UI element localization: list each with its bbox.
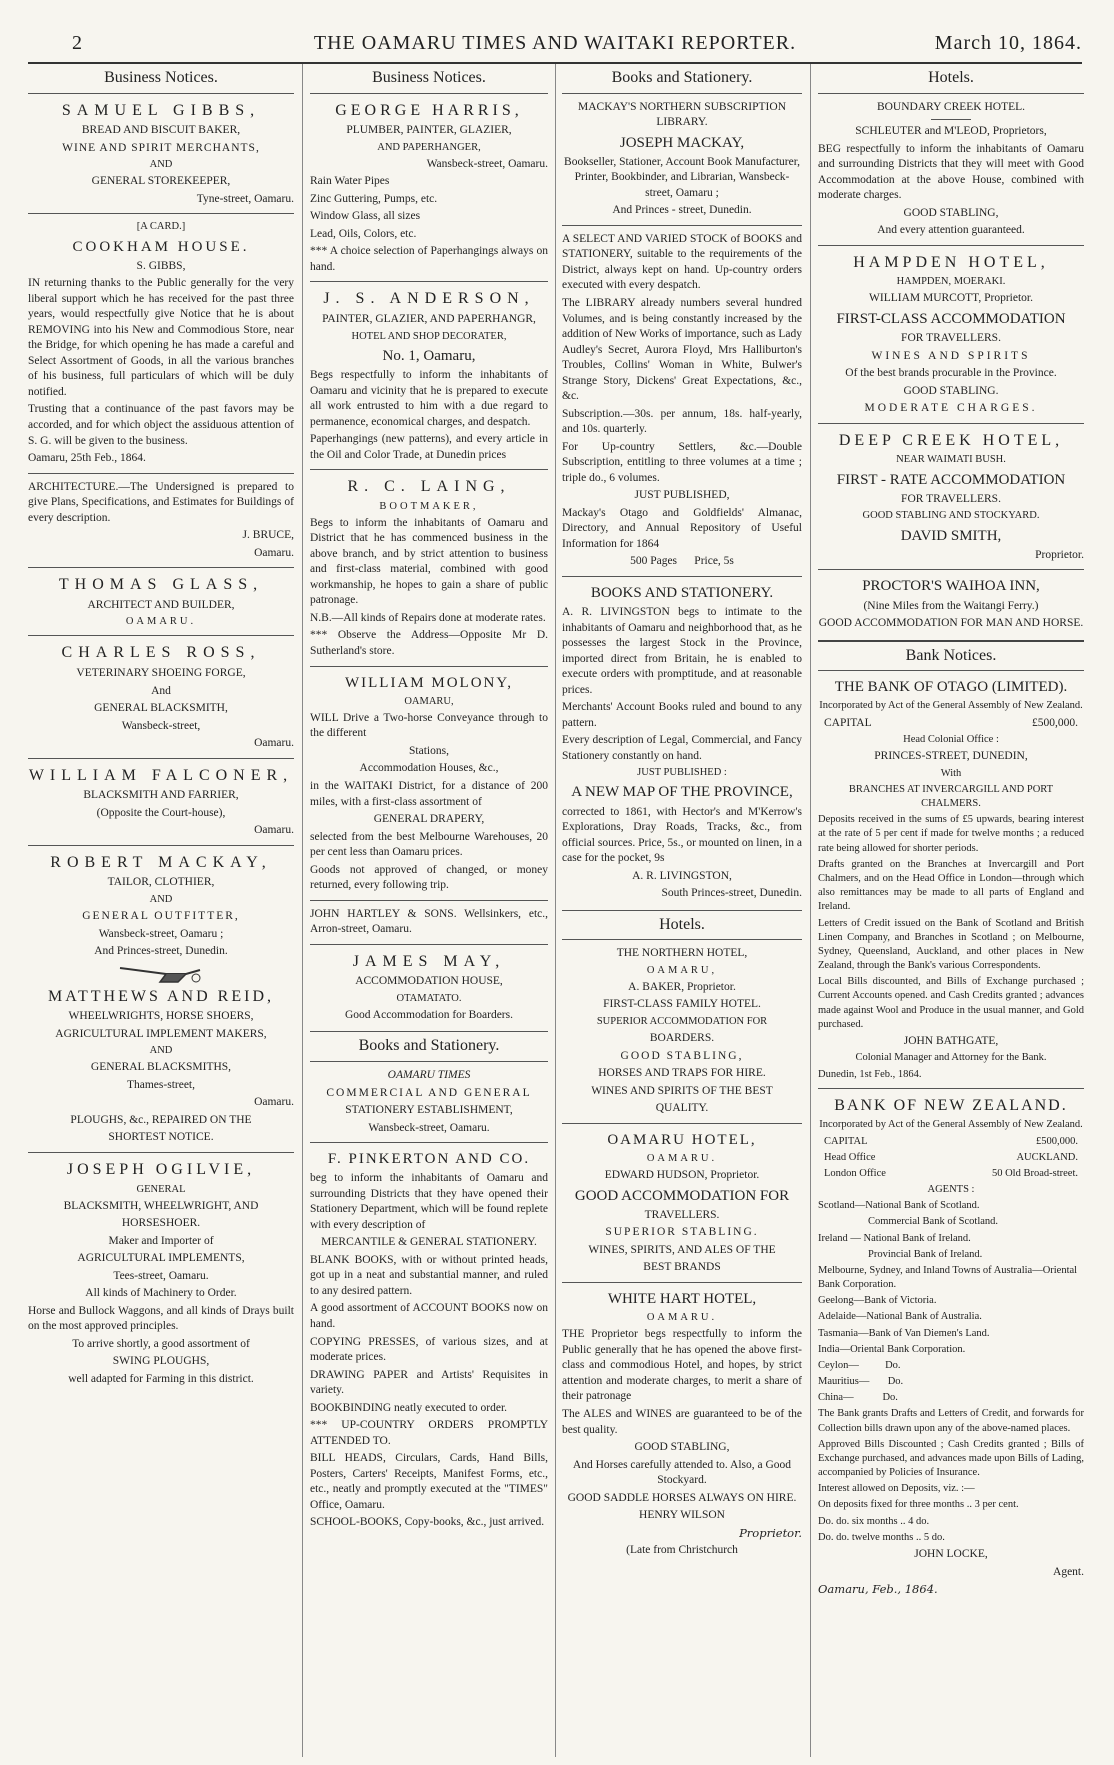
advert-line: [A CARD.] xyxy=(136,221,186,233)
advert-body: in the WAITAKI District, for a distance of 200 miles, with a first-class assortment of xyxy=(310,780,548,808)
advert-line: Proprietor. xyxy=(1035,548,1084,561)
agent-line: India—Oriental Bank Corporation. xyxy=(818,1343,966,1355)
divider xyxy=(28,845,294,846)
advert-line: ACCOMMODATION HOUSE, xyxy=(355,975,503,988)
section-heading: Books and Stationery. xyxy=(310,1031,548,1062)
advert-line: VETERINARY SHOEING FORGE, xyxy=(76,667,246,679)
advert-line: Window Glass, all sizes xyxy=(310,210,421,223)
divider xyxy=(310,1142,548,1143)
advert-line: And every attention guaranteed. xyxy=(877,224,1025,237)
advert-body: Every description of Legal, Commercial, and Fancy Stationery constantly on hand. xyxy=(562,734,802,762)
advert-body: A SELECT AND VARIED STOCK of BOOKS and STATIONERY, suitable to the requirements of the District, always kept on hand. Up-country orders executed with every despatch. xyxy=(562,232,802,292)
advert-name: BOOKS AND STATIONERY. xyxy=(590,584,774,601)
divider xyxy=(310,469,548,470)
agent-line: Melbourne, Sydney, and Inland Towns of Australia—Oriental Bank Corporation. xyxy=(818,1264,1078,1291)
advert-line: FOR TRAVELLERS. xyxy=(901,332,1001,345)
advert-address: Oamaru. xyxy=(254,1096,294,1109)
advert-line: AGRICULTURAL IMPLEMENTS, xyxy=(77,1252,245,1265)
advert-name: JOSEPH MACKAY, xyxy=(619,134,745,151)
advert-line: WHEELWRIGHTS, HORSE SHOERS, xyxy=(68,1010,254,1023)
advert-line: HORSESHOER. xyxy=(121,1217,201,1230)
advert-line: £500,000. xyxy=(1036,1135,1078,1147)
advert-name: WILLIAM FALCONER, xyxy=(28,766,294,784)
advert-line: BRANCHES AT INVERCARGILL AND PORT CHALMERS. xyxy=(848,783,1054,810)
advert-body: *** Observe the Address—Opposite Mr D. Sutherland's store. xyxy=(310,629,548,657)
advert-line: OAMARU TIMES xyxy=(387,1069,471,1082)
column-rule xyxy=(302,64,303,1757)
section-heading: Books and Stationery. xyxy=(562,64,802,94)
advert-line: AUCKLAND. xyxy=(1016,1151,1078,1163)
advert-line: All kinds of Machinery to Order. xyxy=(85,1287,237,1300)
advert-line: Do. do. twelve months .. 5 do. xyxy=(818,1531,945,1543)
advert-line: (Late from Christchurch xyxy=(626,1544,738,1557)
advert-body: Drafts granted on the Branches at Invercargill and Port Chalmers, and on the Head Office in London—through which also remittances may be made to all parts of England and Ireland. xyxy=(818,858,1084,913)
section-heading: Bank Notices. xyxy=(818,640,1084,672)
advert-line: JUST PUBLISHED, xyxy=(634,489,730,502)
advert-line: And Horses carefully attended to. Also, a Good Stockyard. xyxy=(572,1458,792,1487)
advert-line: On deposits fixed for three months .. 3 per cent. xyxy=(818,1499,1019,1511)
advert-line: Lead, Oils, Colors, etc. xyxy=(310,227,417,240)
advert-line: GENERAL xyxy=(136,1183,186,1195)
advert-body: A. R. LIVINGSTON begs to intimate to the inhabitants of Oamaru and neighborhood that, as he possesses the largest Stock in the Province, imported direct from Britain, he is enabled to execute orders with promptitude, and at reasonable prices. xyxy=(562,606,802,696)
advert-name: DEEP CREEK HOTEL, xyxy=(838,431,1064,449)
advert-line: BOOTMAKER, xyxy=(379,500,479,512)
divider xyxy=(28,213,294,214)
advert-address: Oamaru. xyxy=(254,737,294,750)
column-1 xyxy=(28,64,294,1755)
advert-line: OAMARU, xyxy=(646,964,718,976)
advert-line: NEAR WAIMATI BUSH. xyxy=(896,454,1006,466)
advert-line: PAINTER, GLAZIER, AND PAPERHANGR, xyxy=(322,313,536,326)
column-rule xyxy=(810,64,811,1757)
advert-line: And Princes-street, Dunedin. xyxy=(94,945,228,958)
advert-body: BLANK BOOKS, with or without printed heads, got up in a neat and substantial manner, and ruled to any desired pattern. xyxy=(310,1253,548,1297)
advert-address: Oamaru. xyxy=(254,824,294,837)
advert-name: MATTHEWS AND REID, xyxy=(48,987,274,1005)
column-4 xyxy=(818,64,1084,1755)
advert-line: MERCANTILE & GENERAL STATIONERY. xyxy=(321,1236,537,1249)
advert-line: Zinc Guttering, Pumps, etc. xyxy=(310,192,438,205)
advert-line: AGRICULTURAL IMPLEMENT MAKERS, xyxy=(55,1027,267,1040)
advert-line: BREAD AND BISCUIT BAKER, xyxy=(81,124,241,137)
advert-line: A NEW MAP OF THE PROVINCE, xyxy=(571,784,793,801)
advert-line: Thames-street, xyxy=(126,1078,195,1091)
advert-body: The LIBRARY already numbers several hundred Volumes, and is being constantly increased by the addition of New Works of importance, such as Lady Audley's Secret, Aurora Floyd, Mrs Halliburton's Troubles, Collins' Woman in White, Bulwer's Strange Story, Dickens' Great Expectations, &c., &c. xyxy=(562,297,802,403)
column-3 xyxy=(562,64,802,1755)
advert-name: THE BANK OF OTAGO (LIMITED). xyxy=(834,679,1068,696)
advert-body: SCHOOL-BOOKS, Copy-books, &c., just arrived. xyxy=(310,1516,545,1529)
advert-address: Tyne-street, Oamaru. xyxy=(196,192,294,205)
advert-line: And xyxy=(151,684,171,697)
agent-line: Ireland — National Bank of Ireland. xyxy=(818,1232,971,1244)
advert-line: (Nine Miles from the Waitangi Ferry.) xyxy=(863,599,1039,612)
agent-line: Geelong—Bank of Victoria. xyxy=(818,1295,937,1307)
agent-line: Tasmania—Bank of Van Diemen's Land. xyxy=(818,1327,990,1339)
advert-address: South Princes-street, Dunedin. xyxy=(661,887,802,900)
advert-line: GOOD STABLING, xyxy=(620,1049,744,1062)
advert-name: PROCTOR'S WAIHOA INN, xyxy=(862,578,1040,595)
advert-line: GOOD STABLING, xyxy=(903,206,999,219)
advert-line: OAMARU. xyxy=(646,1312,718,1324)
advert-body: The Bank grants Drafts and Letters of Credit, and forwards for Collection bills drawn upon any of the above-named places. xyxy=(818,1408,1084,1434)
advert-body: Letters of Credit issued on the Bank of Scotland and British Linen Company, and Branches in Scotland ; on Melbourne, Sydney, Queensland, Auckland, and other places in New Zealand, through the Bank's various Correspondents. xyxy=(818,917,1084,972)
advert-signature: JOHN BATHGATE, xyxy=(903,1034,999,1047)
advert-name: BANK OF NEW ZEALAND. xyxy=(834,1096,1068,1114)
advert-line: No. 1, Oamaru, xyxy=(382,347,476,364)
advert-body: beg to inform the inhabitants of Oamaru and surrounding Districts that they have opened their Stationery Department, which will be found replete with every description of xyxy=(310,1172,548,1231)
advert-line: AND PAPERHANGER, xyxy=(377,141,481,153)
divider xyxy=(818,423,1084,424)
advert-body: *** UP-COUNTRY ORDERS PROMPTLY ATTENDED TO. xyxy=(310,1419,548,1447)
advert-line: BLACKSMITH AND FARRIER, xyxy=(83,789,239,802)
page-number: 2 xyxy=(72,32,82,54)
advert-line: Do. do. six months .. 4 do. xyxy=(818,1515,930,1527)
advert-line: ARCHITECT AND BUILDER, xyxy=(87,598,235,611)
section-heading: Business Notices. xyxy=(310,64,548,94)
divider xyxy=(28,758,294,759)
advert-line: EDWARD HUDSON, Proprietor. xyxy=(604,1169,760,1182)
divider xyxy=(562,1123,802,1124)
agent-line: Adelaide—National Bank of Australia. xyxy=(818,1311,982,1323)
advert-line: OAMARU, xyxy=(404,695,454,707)
advert-body: IN returning thanks to the Public generally for the very liberal support which he has received for the past three years, would respectfully give Notice that he is about REMOVING into his New and Commodious Store, near the Bridge, for which opening he has made a careful and Select Assortment of Goods, in all the various branches of his business, full particulars of which will be duly notified. xyxy=(28,277,294,398)
advert-name: GEORGE HARRIS, xyxy=(335,101,523,119)
advert-line: Tees-street, Oamaru. xyxy=(113,1269,209,1282)
advert-line: Head Colonial Office : xyxy=(903,734,999,746)
advert-line: £500,000. xyxy=(1032,716,1078,729)
advert-line: Of the best brands procurable in the Province. xyxy=(845,367,1057,380)
advert-line: QUALITY. xyxy=(655,1102,709,1115)
advert-name: JOSEPH OGILVIE, xyxy=(66,1160,256,1178)
divider xyxy=(818,569,1084,570)
advert-body: Goods not approved of changed, or money returned, every following trip. xyxy=(310,863,548,892)
advert-body: N.B.—All kinds of Repairs done at moderate rates. xyxy=(310,611,546,624)
advert-line: Wansbeck-street, xyxy=(121,719,201,732)
advert-line: TAILOR, CLOTHIER, xyxy=(107,876,215,889)
advert-line: FIRST-CLASS ACCOMMODATION xyxy=(836,311,1066,327)
advert-body: Local Bills discounted, and Bills of Exchange purchased ; Current Accounts opened. and Cash Credits granted ; advances made against Wool and Produce in the usual manner, and Gold purchased. xyxy=(818,976,1084,1030)
advert-body: THE Proprietor begs respectfully to inform the Public generally that he has opened the above first-class and commodious Hotel, and hopes, by strict attention and moderate charges, to merit a share of their patronage xyxy=(562,1328,802,1403)
advert-line: WINES AND SPIRITS xyxy=(871,349,1031,362)
advert-line: (Opposite the Court-house), xyxy=(96,806,226,819)
divider xyxy=(818,1088,1084,1089)
advert-line: GENERAL BLACKSMITHS, xyxy=(90,1061,232,1074)
advert-body: Begs respectfully to inform the inhabitants of Oamaru and vicinity that he is prepared to execute all work entrusted to him with a due regard to permanence, economical charges, and despatch. xyxy=(310,369,548,428)
advert-line: SCHLEUTER and M'LEOD, Proprietors, xyxy=(855,125,1047,138)
advert-line: DAVID SMITH, xyxy=(900,527,1002,544)
advert-line: HOTEL AND SHOP DECORATER, xyxy=(351,330,507,342)
advert-line: GOOD STABLING AND STOCKYARD. xyxy=(862,510,1040,522)
advert-body: Paperhangings (new patterns), and every article in the Oil and Color Trade, at Dunedin prices xyxy=(310,433,548,461)
advert-line: Accommodation Houses, &c., xyxy=(359,762,499,775)
advert-line: GOOD STABLING, xyxy=(634,1441,730,1454)
advert-line: To arrive shortly, a good assortment of xyxy=(72,1337,250,1350)
advert-line: HORSES AND TRAPS FOR HIRE. xyxy=(598,1067,766,1080)
section-heading: Hotels. xyxy=(562,910,802,941)
advert-line: Good Accommodation for Boarders. xyxy=(345,1008,513,1021)
advert-line: AND xyxy=(149,893,173,905)
newspaper-title: THE OAMARU TIMES AND WAITAKI REPORTER. xyxy=(313,32,797,54)
advert-line: SUPERIOR ACCOMMODATION FOR xyxy=(596,1016,768,1027)
advert-line: AGENTS : xyxy=(927,1184,975,1196)
divider xyxy=(28,1152,294,1153)
advert-body: Deposits received in the sums of £5 upwards, bearing interest at the rate of 5 per cent if made for twelve months ; a reduced rate being allowed for shorter periods. xyxy=(818,814,1084,854)
advert-line: Stations, xyxy=(409,744,449,757)
advert-line: FOR TRAVELLERS. xyxy=(901,492,1001,505)
advert-body: Subscription.—30s. per annum, 18s. half-yearly, and 10s. quarterly. xyxy=(562,407,802,436)
masthead xyxy=(28,28,1082,64)
advert-line: GOOD ACCOMMODATION FOR MAN AND HORSE. xyxy=(818,617,1084,630)
advert-line: AND xyxy=(149,159,173,171)
advert-body: BOOKBINDING neatly executed to order. xyxy=(310,1401,508,1414)
advert-body: DRAWING PAPER and Artists' Requisites in variety. xyxy=(310,1368,548,1397)
section-heading: Business Notices. xyxy=(28,64,294,94)
advert-line: JUST PUBLISHED : xyxy=(637,767,727,779)
advert-line: CAPITAL xyxy=(824,1135,868,1147)
advert-address: Oamaru. xyxy=(254,546,294,559)
advert-line: 500 Pages xyxy=(630,555,678,568)
issue-date: March 10, 1864. xyxy=(934,32,1082,54)
advert-body: selected from the best Melbourne Warehouses, 20 per cent less than Oamaru prices. xyxy=(310,830,548,859)
advert-line: SUPERIOR STABLING. xyxy=(605,1226,759,1239)
advert-body: BEG respectfully to inform the inhabitants of Oamaru and surrounding Districts that they will meet with Good Accommodation at the above House, combined with moderate charges. xyxy=(818,142,1084,202)
advert-line: Rain Water Pipes xyxy=(310,175,390,188)
advert-line: MACKAY'S NORTHERN SUBSCRIPTION LIBRARY. xyxy=(578,100,786,129)
advert-line: S. GIBBS, xyxy=(136,259,186,272)
agent-line: Scotland—National Bank of Scotland. xyxy=(818,1200,980,1212)
advert-line: Wansbeck-street, Oamaru. xyxy=(368,1121,490,1134)
advert-name: SAMUEL GIBBS, xyxy=(61,101,261,119)
advert-name: J. S. ANDERSON, xyxy=(323,290,535,308)
advert-line: OTAMATATO. xyxy=(396,992,462,1004)
agent-line: China— Do. xyxy=(818,1392,898,1404)
advert-line: PLOUGHS, &c., REPAIRED ON THE xyxy=(70,1113,252,1126)
advert-line: SWING PLOUGHS, xyxy=(112,1355,210,1368)
advert-line: STATIONERY ESTABLISHMENT, xyxy=(345,1104,513,1117)
advert-name: CHARLES ROSS, xyxy=(61,644,261,662)
advert-line: Maker and Importer of xyxy=(108,1234,214,1247)
advert-line: OAMARU. xyxy=(125,616,197,628)
advert-line: GOOD STABLING. xyxy=(903,384,999,397)
advert-name: R. C. LAING, xyxy=(347,478,511,496)
advert-name: HAMPDEN HOTEL, xyxy=(853,253,1049,271)
divider xyxy=(310,666,548,667)
advert-line: London Office xyxy=(824,1167,886,1179)
advert-line: WINES AND SPIRITS OF THE BEST xyxy=(591,1084,773,1097)
advert-line: A. BAKER, Proprietor. xyxy=(628,980,736,993)
divider xyxy=(562,1282,802,1283)
column-2 xyxy=(310,64,548,1755)
advert-name: THOMAS GLASS, xyxy=(58,576,264,594)
advert-name: BOUNDARY CREEK HOTEL. xyxy=(876,100,1026,113)
advert-line: GENERAL STOREKEEPER, xyxy=(91,175,231,188)
advert-line: Price, 5s xyxy=(694,555,734,568)
advert-body: Mackay's Otago and Goldfields' Almanac, Directory, and Annual Repository of Useful Information for 1864 xyxy=(562,506,802,550)
advert-name: F. PINKERTON AND CO. xyxy=(327,1151,531,1168)
advert-name: COOKHAM HOUSE. xyxy=(72,238,250,255)
advert-line: TRAVELLERS. xyxy=(644,1208,720,1221)
section-heading: Hotels. xyxy=(818,64,1084,94)
advert-line: GENERAL DRAPERY, xyxy=(373,813,485,826)
advert-name: THE NORTHERN HOTEL, xyxy=(616,947,748,960)
advert-date: Oamaru, Feb., 1864. xyxy=(818,1582,938,1597)
advert-line: BEST BRANDS xyxy=(643,1261,721,1274)
advert-line: GENERAL OUTFITTER, xyxy=(82,910,240,922)
advert-body: For Up-country Settlers, &c.—Double Subscription, entitling to three volumes at a time ; triple do., 6 volumes. xyxy=(562,440,802,484)
advert-name: WILLIAM MOLONY, xyxy=(344,674,514,691)
advert-line: Interest allowed on Deposits, viz. :— xyxy=(818,1483,975,1495)
advert-line: FIRST - RATE ACCOMMODATION xyxy=(836,471,1066,488)
advert-signature: HENRY WILSON xyxy=(639,1509,725,1522)
advert-line: WINE AND SPIRIT MERCHANTS, xyxy=(62,141,260,154)
handwritten-annotation: Proprietor. xyxy=(739,1525,802,1540)
divider xyxy=(310,281,548,282)
advert-line: GOOD SADDLE HORSES ALWAYS ON HIRE. xyxy=(567,1491,797,1504)
divider xyxy=(562,225,802,226)
advert-body: COPYING PRESSES, of various sizes, and at moderate prices. xyxy=(310,1335,548,1364)
advert-line: GOOD ACCOMMODATION FOR xyxy=(574,1187,790,1204)
divider xyxy=(28,635,294,636)
divider xyxy=(562,576,802,577)
advert-body: ARCHITECTURE.—The Undersigned is prepared to give Plans, Specifications, and Estimates for Buildings of every description. xyxy=(28,480,294,524)
advert-line: With xyxy=(940,767,962,779)
divider xyxy=(28,473,294,474)
divider xyxy=(28,567,294,568)
agent-line: Mauritius— Do. xyxy=(818,1376,904,1388)
advert-body: Horse and Bullock Waggons, and all kinds of Drays built on the most approved principles. xyxy=(28,1304,294,1333)
advert-line: Head Office xyxy=(824,1151,876,1163)
advert-line: PRINCES-STREET, DUNEDIN, xyxy=(874,750,1028,763)
divider xyxy=(310,944,548,945)
advert-body: Begs to inform the inhabitants of Oamaru and District that he has commenced business in the above branch, and by strict attention to business and first-class material, combined with good workmanship, he hopes to gain a share of public patronage. xyxy=(310,516,548,607)
advert-line: Bookseller, Stationer, Account Book Manufacturer, Printer, Bookbinder, and Librarian, Wansbeck-street, Oamaru ; xyxy=(564,155,800,199)
advert-date: Dunedin, 1st Feb., 1864. xyxy=(818,1068,922,1080)
advert-body: BILL HEADS, Circulars, Cards, Hand Bills, Posters, Carters' Receipts, Manifest Forms, etc., etc., neatly and promptly executed at the "TIMES" Office, Oamaru. xyxy=(310,1452,548,1511)
advert-line: Incorporated by Act of the General Assembly of New Zealand. xyxy=(819,700,1083,712)
advert-name: OAMARU HOTEL, xyxy=(607,1131,757,1148)
advert-line: BOARDERS. xyxy=(649,1032,715,1045)
agent-line: Provincial Bank of Ireland. xyxy=(868,1248,983,1260)
advert-line: FIRST-CLASS FAMILY HOTEL. xyxy=(603,998,761,1011)
advert-body: corrected to 1861, with Hector's and M'Kerrow's Explorations, Dray Roads, Tracks, &c., from official sources. Price, 5s., or mounted on linen, in a case for the pocket, 9s xyxy=(562,805,802,865)
plough-illustration xyxy=(116,962,206,984)
advert-line: SHORTEST NOTICE. xyxy=(108,1131,214,1144)
agent-line: Commercial Bank of Scotland. xyxy=(868,1216,999,1228)
advert-body: Approved Bills Discounted ; Cash Credits granted ; Bills of Exchange purchased, and advances made upon Bills of Lading, accompanied by Policies of Insurance. xyxy=(818,1438,1084,1479)
advert-line: MODERATE CHARGES. xyxy=(864,402,1038,415)
advert-line: And Princes - street, Dunedin. xyxy=(612,204,752,217)
advert-line: PLUMBER, PAINTER, GLAZIER, xyxy=(346,124,512,137)
advert-body: JOHN HARTLEY & SONS. Wellsinkers, etc., Arron-street, Oamaru. xyxy=(310,907,548,936)
advert-signature: J. BRUCE, xyxy=(242,529,294,542)
advert-date: Oamaru, 25th Feb., 1864. xyxy=(28,452,146,465)
advert-line: Incorporated by Act of the General Assembly of New Zealand. xyxy=(819,1119,1083,1131)
advert-body: The ALES and WINES are guaranteed to be of the best quality. xyxy=(562,1408,802,1436)
advert-signature: A. R. LIVINGSTON, xyxy=(632,869,732,882)
advert-line: Wansbeck-street, Oamaru ; xyxy=(98,927,224,940)
advert-line: well adapted for Farming in this district. xyxy=(68,1372,254,1385)
advert-name: WHITE HART HOTEL, xyxy=(607,1291,757,1307)
advert-line: COMMERCIAL AND GENERAL xyxy=(326,1086,532,1099)
advert-name: JAMES MAY, xyxy=(352,952,506,970)
advert-line: AND xyxy=(149,1045,173,1057)
advert-line: 50 Old Broad-street. xyxy=(991,1167,1078,1179)
advert-line: Agent. xyxy=(1053,1565,1084,1578)
advert-line: OAMARU. xyxy=(646,1153,718,1164)
advert-name: ROBERT MACKAY, xyxy=(50,853,272,871)
advert-body: A good assortment of ACCOUNT BOOKS now on hand. xyxy=(310,1302,548,1330)
advert-address: Wansbeck-street, Oamaru. xyxy=(426,157,548,170)
advert-body: Merchants' Account Books ruled and bound to any pattern. xyxy=(562,701,802,729)
divider xyxy=(310,900,548,901)
advert-line: Colonial Manager and Attorney for the Bank. xyxy=(855,1052,1047,1064)
advert-line: BLACKSMITH, WHEELWRIGHT, AND xyxy=(63,1199,259,1212)
column-rule xyxy=(555,64,556,1757)
advert-line: CAPITAL xyxy=(824,716,872,729)
advert-line: WILLIAM MURCOTT, Proprietor. xyxy=(869,292,1033,305)
advert-body: *** A choice selection of Paperhangings always on hand. xyxy=(310,245,548,273)
agent-line: Ceylon— Do. xyxy=(818,1359,901,1371)
advert-body: WILL Drive a Two-horse Conveyance through to the different xyxy=(310,711,548,740)
advert-line: HAMPDEN, MOERAKI. xyxy=(896,276,1006,288)
divider xyxy=(818,245,1084,246)
advert-body: Trusting that a continuance of the past favors may be accorded, and for which object the assiduous attention of S. G. will be given to the business. xyxy=(28,403,294,447)
advert-line: WINES, SPIRITS, AND ALES OF THE xyxy=(588,1243,776,1256)
advert-line: GENERAL BLACKSMITH, xyxy=(94,702,228,715)
divider xyxy=(931,119,971,120)
advert-signature: JOHN LOCKE, xyxy=(914,1547,988,1560)
